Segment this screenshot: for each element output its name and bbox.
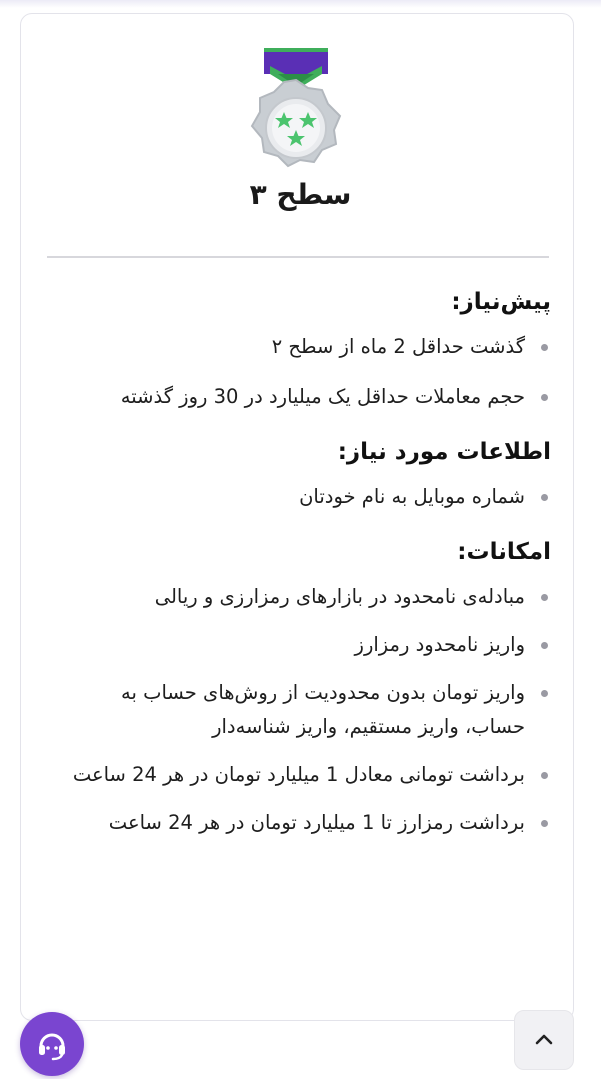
bullet-icon bbox=[541, 594, 548, 601]
list-item: برداشت رمزارز تا 1 میلیارد تومان در هر 24 ساعت bbox=[56, 806, 551, 840]
prerequisites-list bbox=[56, 330, 551, 414]
bullet-icon bbox=[541, 394, 548, 401]
headset-icon bbox=[34, 1026, 70, 1062]
features-heading: امکانات: bbox=[457, 539, 551, 565]
bullet-icon bbox=[541, 820, 548, 827]
level-details bbox=[56, 282, 551, 840]
list-item: مبادله‌ی نامحدود در بازارهای رمزارزی و ریالی bbox=[56, 580, 551, 614]
features-list bbox=[56, 580, 551, 840]
medal-icon bbox=[248, 46, 344, 172]
divider bbox=[47, 256, 549, 258]
support-button[interactable] bbox=[20, 1012, 84, 1076]
bullet-icon bbox=[541, 772, 548, 779]
list-item: برداشت تومانی معادل 1 میلیارد تومان در هر 24 ساعت bbox=[56, 758, 551, 792]
required-info-heading: اطلاعات مورد نیاز: bbox=[337, 439, 551, 465]
required-info-list bbox=[56, 480, 551, 514]
bullet-icon bbox=[541, 494, 548, 501]
level-title: سطح ۳ bbox=[249, 178, 352, 211]
bullet-icon bbox=[541, 690, 548, 697]
bullet-icon bbox=[541, 642, 548, 649]
top-strip bbox=[0, 0, 601, 8]
list-item: گذشت حداقل 2 ماه از سطح ۲ bbox=[56, 330, 551, 364]
list-item: واریز تومان بدون محدودیت از روش‌های حساب به حساب، واریز مستقیم، واریز شناسه‌دار bbox=[56, 676, 551, 744]
prerequisites-heading: پیش‌نیاز: bbox=[451, 289, 551, 315]
chevron-up-icon bbox=[532, 1028, 556, 1052]
bullet-icon bbox=[541, 344, 548, 351]
list-item: حجم معاملات حداقل یک میلیارد در 30 روز گذشته bbox=[56, 380, 551, 414]
scroll-top-button[interactable] bbox=[514, 1010, 574, 1070]
list-item: واریز نامحدود رمزارز bbox=[56, 628, 551, 662]
list-item: شماره موبایل به نام خودتان bbox=[56, 480, 551, 514]
